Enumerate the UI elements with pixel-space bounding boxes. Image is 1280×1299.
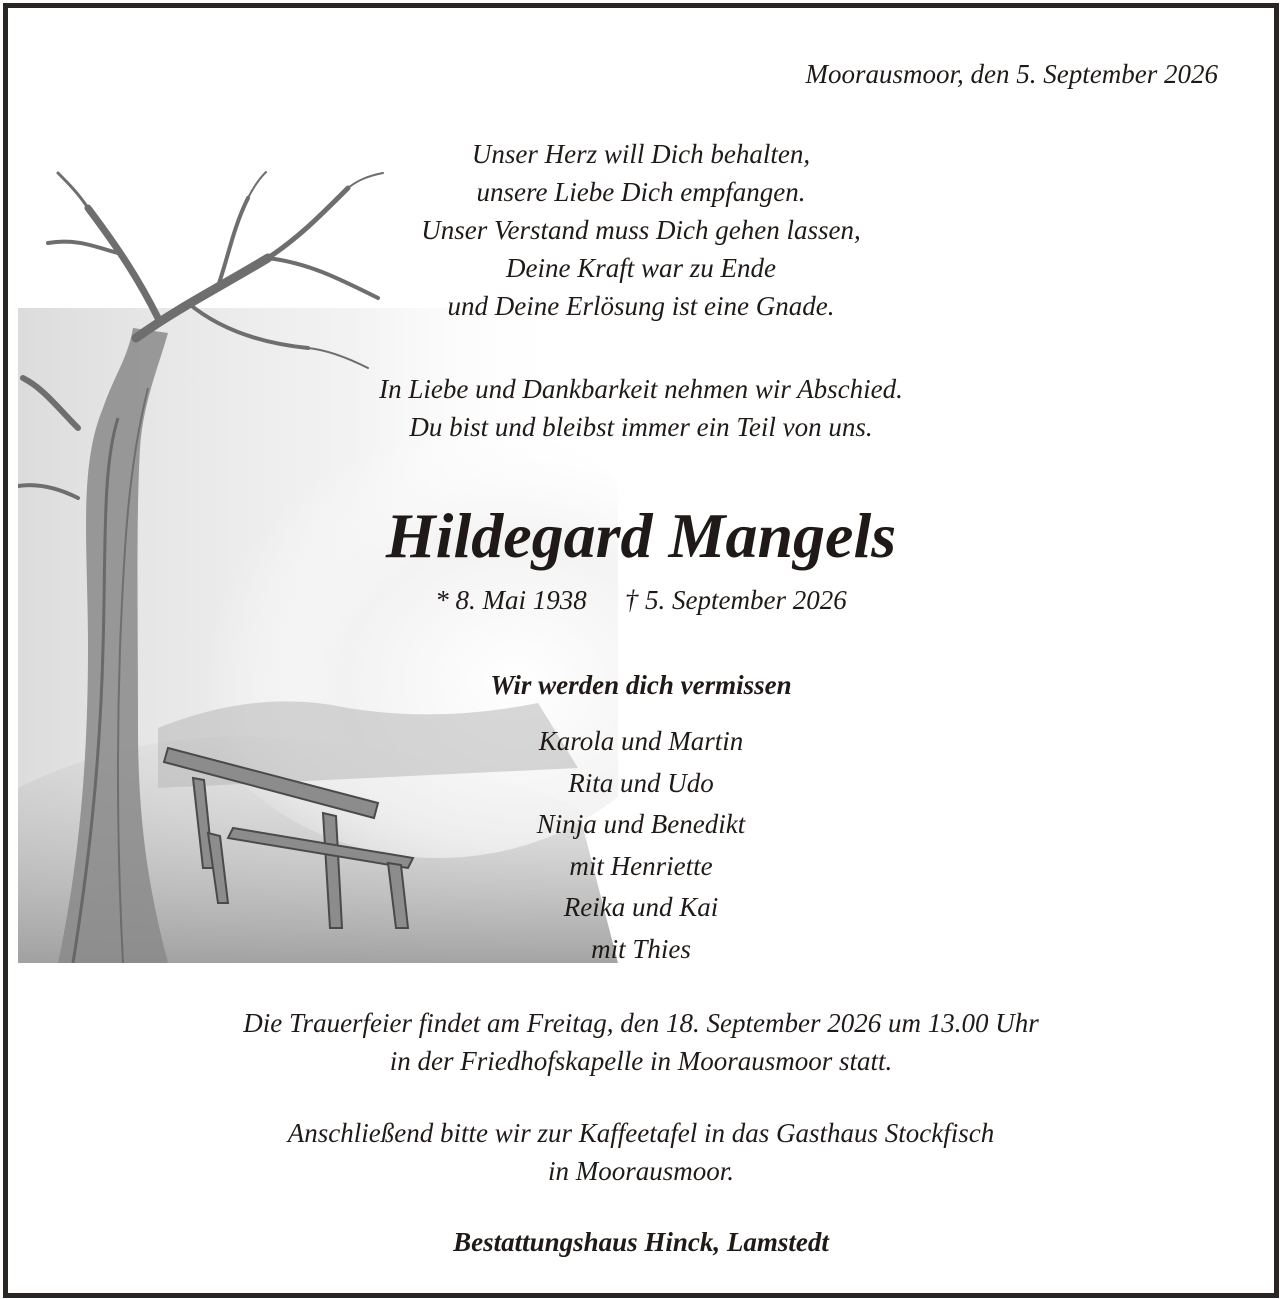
undertaker-name: Bestattungshaus Hinck, Lamstedt: [453, 1227, 829, 1257]
mourner-name: mit Thies: [591, 933, 691, 964]
mourner-name: Rita und Udo: [568, 767, 714, 798]
life-dates: [8, 581, 1274, 619]
verse-line: Unser Verstand muss Dich gehen lassen,: [421, 215, 861, 245]
farewell-line: Du bist und bleibst immer ein Teil von uns.: [409, 412, 873, 442]
mourner-name: mit Henriette: [569, 850, 713, 881]
farewell-text: [8, 370, 1274, 446]
verse-line: Deine Kraft war zu Ende: [506, 253, 776, 283]
place-date: Moorausmoor, den 5. September 2026: [805, 59, 1218, 89]
obituary-frame: [3, 3, 1279, 1298]
death-date: † 5. September 2026: [624, 585, 847, 615]
mourner-name: Ninja und Benedikt: [536, 809, 746, 839]
mourners-heading: Wir werden dich vermissen: [490, 670, 792, 700]
deceased-name: Hildegard Mangels: [385, 500, 897, 571]
poem-verse: [8, 135, 1274, 325]
mourner-name: Karola und Martin: [538, 726, 744, 756]
coffee-line: Anschließend bitte wir zur Kaffeetafel in das Gasthaus Stockfisch: [287, 1118, 995, 1148]
verse-line: Unser Herz will Dich behalten,: [471, 139, 811, 169]
verse-line: unsere Liebe Dich empfangen.: [476, 177, 806, 207]
ceremony-line: Die Trauerfeier findet am Freitag, den 18. September 2026 um 13.00 Uhr: [243, 1008, 1039, 1038]
farewell-line: In Liebe und Dankbarkeit nehmen wir Abschied.: [379, 374, 903, 404]
coffee-line: in Moorausmoor.: [547, 1156, 735, 1186]
ceremony-line: in der Friedhofskapelle in Moorausmoor statt.: [389, 1046, 893, 1076]
coffee-info: [8, 1114, 1274, 1190]
ceremony-info: [8, 1004, 1274, 1080]
mourners-list: [8, 721, 1274, 970]
mourner-name: Reika und Kai: [563, 892, 719, 922]
birth-date: * 8. Mai 1938: [435, 585, 587, 615]
verse-line: und Deine Erlösung ist eine Gnade.: [447, 291, 835, 321]
